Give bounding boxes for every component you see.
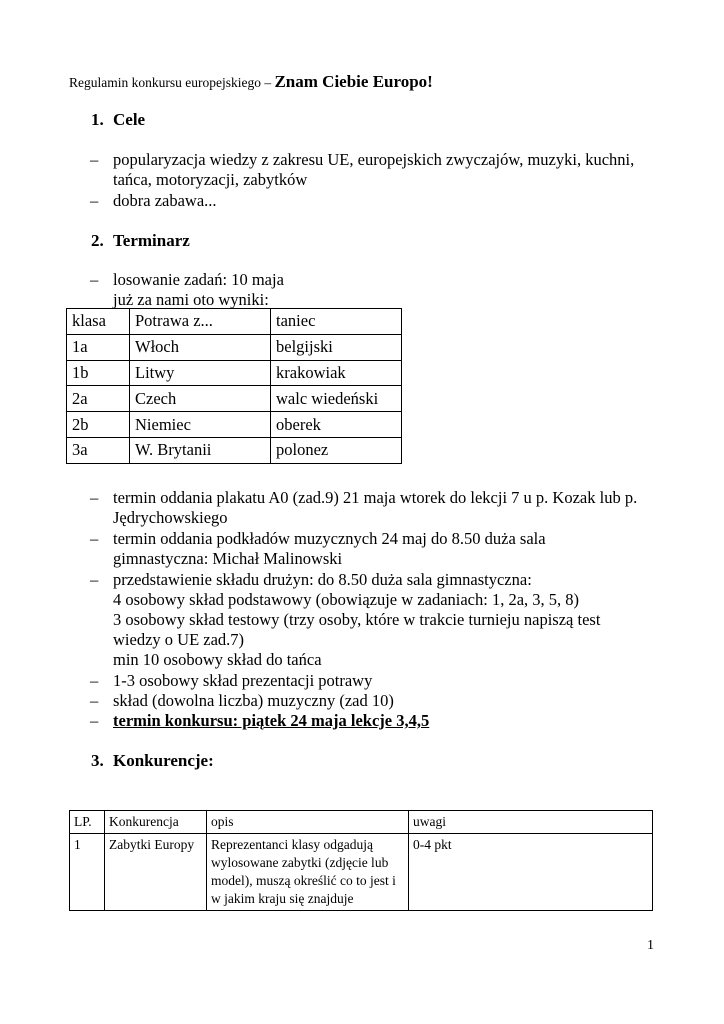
section-number: 1. [91,110,104,129]
bullet-text: 1-3 osobowy skład prezentacji potrawy [113,671,373,690]
table-header-cell: opis [207,811,409,834]
table-row [67,437,402,463]
bullet-item [0,529,724,569]
table-cell: 0-4 pkt [409,834,653,911]
table-cell: Zabytki Europy [105,834,207,911]
bullet-dash: – [90,711,99,730]
table-cell: Litwy [130,360,271,386]
table-row [67,386,402,412]
section-heading-cele [91,110,145,130]
table-cell: krakowiak [271,360,402,386]
section-title: Konkurencje: [113,751,214,770]
table-header-row [70,811,653,834]
draw-date-line: losowanie zadań: 10 maja [113,270,284,289]
bullet-text: dobra zabawa... [113,191,217,210]
table-cell: oberek [271,412,402,438]
bullet-text: termin oddania podkładów muzycznych 24 maj do 8.50 duża sala gimnastyczna: Michał Malinowski [113,529,546,568]
table-row [67,334,402,360]
bullet-dash: – [90,671,99,690]
table-header-cell: Konkurencja [105,811,207,834]
table-row [67,360,402,386]
table-row [67,412,402,438]
bullet-item [0,270,724,310]
table-header-cell: klasa [67,309,130,335]
table-cell: walc wiedeński [271,386,402,412]
bullet-item [0,570,724,670]
bullet-text: popularyzacja wiedzy z zakresu UE, europejskich zwyczajów, muzyki, kuchni, tańca, motoryzacji, zabytków [113,150,635,189]
bullet-dash: – [90,570,99,589]
page-number: 1 [647,938,654,953]
bullet-dash: – [90,191,99,210]
team-line: min 10 osobowy skład do tańca [113,650,322,669]
bullet-dash: – [90,488,99,507]
table-cell: 1b [67,360,130,386]
bullet-text: skład (dowolna liczba) muzyczny (zad 10) [113,691,394,710]
competitions-table [69,810,653,911]
section-number: 3. [91,751,104,770]
table-cell: 1 [70,834,105,911]
bullet-item [0,150,724,190]
section-heading-konkurencje [91,751,214,771]
bullet-item [0,488,724,528]
title-main: Znam Ciebie Europo! [274,72,433,91]
contest-date-text: termin konkursu: piątek 24 maja lekcje 3,4,5 [113,711,430,730]
bullet-text [113,270,673,310]
table-header-row [67,309,402,335]
section-heading-terminarz [91,231,190,251]
results-intro-line: już za nami oto wyniki: [113,290,269,309]
document-title [69,72,433,92]
table-cell: Czech [130,386,271,412]
table-cell: 2a [67,386,130,412]
team-line: 4 osobowy skład podstawowy (obowiązuje w zadaniach: 1, 2a, 3, 5, 8) [113,590,580,609]
table-cell: Reprezentanci klasy odgadują wylosowane zabytki (zdjęcie lub model), muszą określić co to jest i w jakim kraju się znajduje [207,834,409,911]
table-cell: 2b [67,412,130,438]
bullet-dash: – [90,529,99,548]
bullet-text [113,570,673,670]
bullet-item [0,671,724,691]
bullet-dash: – [90,150,99,169]
table-header-cell: Potrawa z... [130,309,271,335]
table-cell: W. Brytanii [130,437,271,463]
table-header-cell: uwagi [409,811,653,834]
section-title: Cele [113,110,146,129]
team-line: przedstawienie składu drużyn: do 8.50 duża sala gimnastyczna: [113,570,532,589]
table-cell: Niemiec [130,412,271,438]
bullet-dash: – [90,691,99,710]
section-title: Terminarz [113,231,190,250]
bullet-text: termin oddania plakatu A0 (zad.9) 21 maja wtorek do lekcji 7 u p. Kozak lub p. Jędrychowskiego [113,488,638,527]
section-number: 2. [91,231,104,250]
bullet-item [0,711,724,731]
bullet-dash: – [90,270,99,289]
bullet-item [0,691,724,711]
table-cell: polonez [271,437,402,463]
table-cell: 1a [67,334,130,360]
bullet-item [0,191,724,211]
draw-results-table [66,308,402,464]
table-row [70,834,653,911]
table-cell: Włoch [130,334,271,360]
team-line: 3 osobowy skład testowy (trzy osoby, które w trakcie turnieju napiszą test wiedzy o UE zad.7) [113,610,601,649]
table-cell: belgijski [271,334,402,360]
table-header-cell: taniec [271,309,402,335]
title-prefix: Regulamin konkursu europejskiego – [69,75,275,90]
table-cell: 3a [67,437,130,463]
table-header-cell: LP. [70,811,105,834]
